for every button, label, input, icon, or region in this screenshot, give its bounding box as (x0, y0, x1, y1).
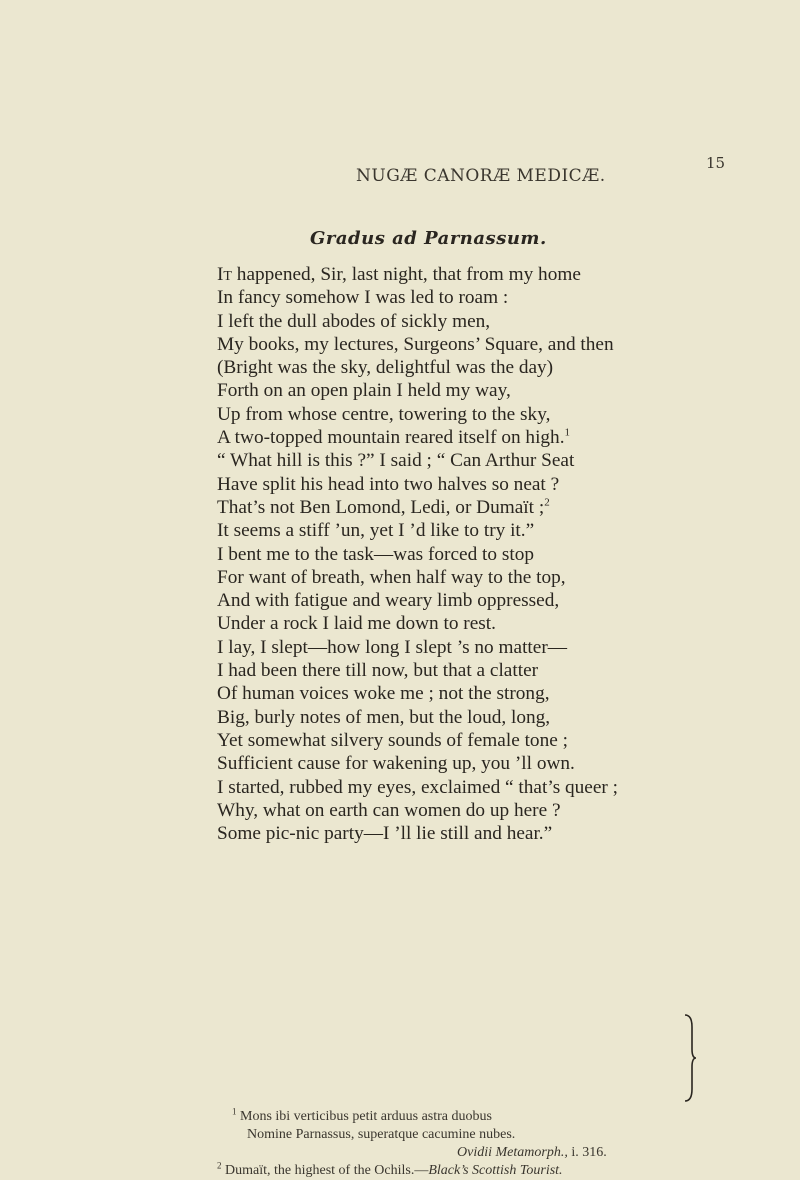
poem-line: Forth on an open plain I held my way, (217, 380, 511, 402)
poem-line (217, 426, 697, 449)
footnote-1-source-title: Ovidii Metamorph., (457, 1145, 568, 1160)
footnote-2-source: Black’s Scottish Tourist. (428, 1163, 563, 1178)
poem-line: In fancy somehow I was led to roam : (217, 287, 509, 309)
poem-line: “ What hill is this ?” I said ; “ Can Arthur Seat (217, 450, 575, 472)
footnote-1-line-1 (217, 1108, 737, 1126)
poem-line (217, 263, 697, 286)
footnote-2 (217, 1162, 737, 1180)
poem-line: (Bright was the sky, delightful was the day) (217, 357, 554, 379)
poem-line (217, 496, 697, 519)
poem-line: Some pic-nic party—I ’ll lie still and hear.” (217, 823, 553, 845)
poem-line: Of human voices woke me ; not the strong, (217, 683, 550, 705)
poem-line: Under a rock I laid me down to rest. (217, 613, 496, 635)
poem-title: Gradus ad Parnassum. (310, 228, 547, 249)
poem-line: Have split his head into two halves so neat ? (217, 473, 560, 495)
footnote-2-text: Dumaït, the highest of the Ochils.— (225, 1163, 429, 1178)
poem-line: My books, my lectures, Surgeons’ Square, and then (217, 333, 614, 355)
page-number: 15 (706, 154, 726, 172)
poem-line: I started, rubbed my eyes, exclaimed “ that’s queer ; (217, 776, 619, 798)
poem-line: Big, burly notes of men, but the loud, long, (217, 706, 551, 728)
poem-line: It seems a stiff ’un, yet I ’d like to try it.” (217, 520, 535, 542)
poem-line: I bent me to the task—was forced to stop (217, 543, 534, 565)
footnote-ref-2[interactable]: 2 (544, 496, 550, 509)
poem-line: I lay, I slept—how long I slept ’s no matter— (217, 636, 568, 658)
poem-line: I left the dull abodes of sickly men, (217, 310, 491, 332)
footnotes (217, 1108, 737, 1180)
poem-line: Yet somewhat silvery sounds of female tone ; (217, 729, 568, 751)
footnote-1-line-2: Nomine Parnassus, superatque cacumine nubes. (247, 1127, 516, 1142)
triplet-brace (683, 1013, 697, 1103)
footnote-1-mark: 1 (232, 1106, 237, 1117)
poem-line-text: A two-topped mountain reared itself on high. (217, 427, 565, 449)
first-line-rest: happened, Sir, last night, that from my home (231, 264, 581, 285)
first-letter: I (217, 264, 224, 285)
first-word-rest: t (223, 264, 232, 285)
poem-line-text: That’s not Ben Lomond, Ledi, or Dumaït ; (217, 496, 545, 518)
poem-line: For want of breath, when half way to the top, (217, 566, 566, 588)
running-head: NUGÆ CANORÆ MEDICÆ. (356, 166, 606, 186)
poem-line: Why, what on earth can women do up here ? (217, 799, 561, 821)
footnote-1-source-ref: i. 316. (567, 1145, 607, 1160)
footnote-1-text: Mons ibi verticibus petit arduus astra duobus (240, 1109, 492, 1124)
poem-line: Up from whose centre, towering to the sky, (217, 403, 551, 425)
footnote-ref-1[interactable]: 1 (564, 426, 571, 439)
poem-line: I had been there till now, but that a clatter (217, 660, 539, 682)
footnote-2-mark: 2 (217, 1160, 222, 1171)
poem-line: Sufficient cause for wakening up, you ’ll own. (217, 753, 575, 775)
poem-line: And with fatigue and weary limb oppressed, (217, 590, 560, 612)
poem-body (217, 263, 697, 845)
